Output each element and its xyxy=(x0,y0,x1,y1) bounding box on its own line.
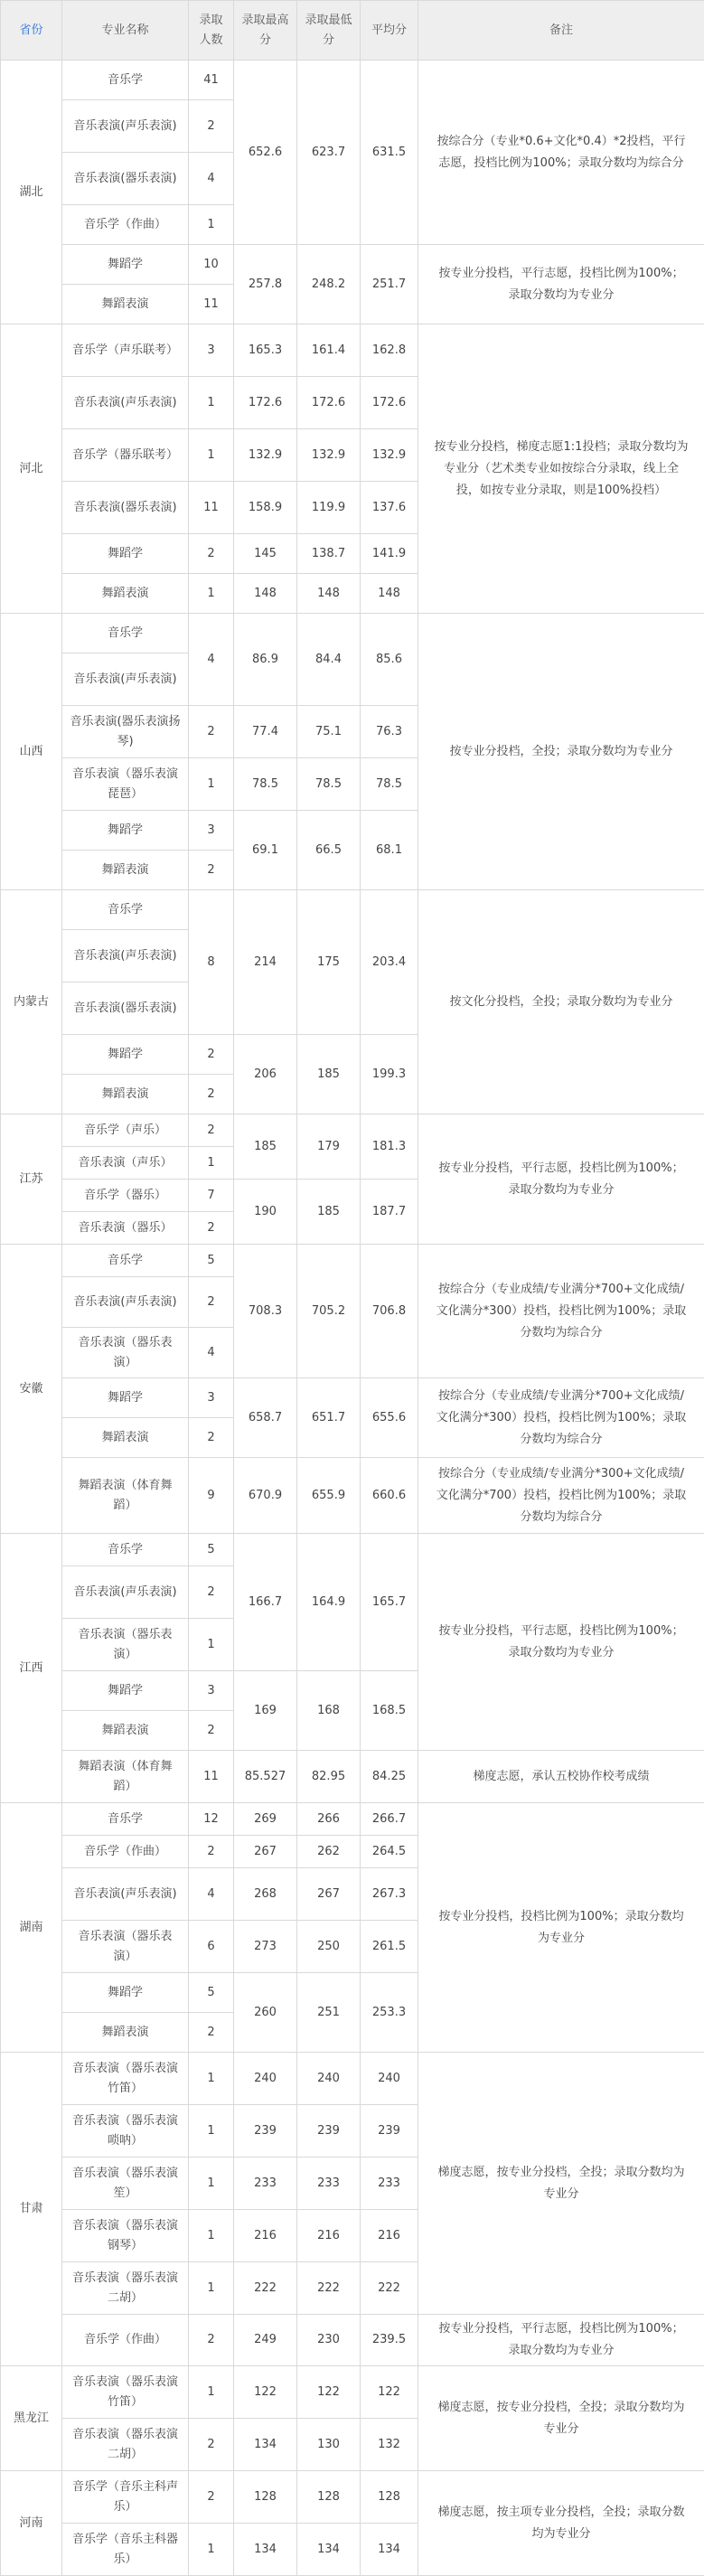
table-row xyxy=(1,2471,704,2524)
table-cell: 10 xyxy=(189,245,234,285)
table-cell: 181.3 xyxy=(361,1114,418,1180)
table-cell: 音乐表演（器乐表演笙） xyxy=(62,2158,189,2210)
province-cell: 黑龙江 xyxy=(1,2366,62,2471)
table-cell: 158.9 xyxy=(234,482,297,534)
table-cell: 165.7 xyxy=(361,1534,418,1671)
table-cell: 4 xyxy=(189,153,234,205)
table-cell: 86.9 xyxy=(234,614,297,706)
table-cell: 11 xyxy=(189,285,234,324)
table-cell: 2 xyxy=(189,1418,234,1458)
table-cell: 161.4 xyxy=(297,324,361,377)
table-cell: 1 xyxy=(189,2262,234,2315)
table-cell: 651.7 xyxy=(297,1378,361,1458)
table-cell: 75.1 xyxy=(297,706,361,758)
note-cell: 按专业分投档，平行志愿，投档比例为100%；录取分数均为专业分 xyxy=(418,245,704,324)
table-cell: 132.9 xyxy=(361,429,418,482)
table-cell: 85.6 xyxy=(361,614,418,706)
table-cell: 266 xyxy=(297,1803,361,1836)
table-cell: 164.9 xyxy=(297,1534,361,1671)
table-cell: 190 xyxy=(234,1180,297,1245)
table-cell: 706.8 xyxy=(361,1245,418,1378)
table-cell: 130 xyxy=(297,2419,361,2471)
table-cell: 128 xyxy=(361,2471,418,2524)
table-cell: 音乐表演（声乐） xyxy=(62,1147,189,1180)
table-cell: 658.7 xyxy=(234,1378,297,1458)
table-row xyxy=(1,1458,704,1534)
note-cell: 梯度志愿，承认五校协作校考成绩 xyxy=(418,1751,704,1803)
table-cell: 舞蹈学 xyxy=(62,1378,189,1418)
header-major: 专业名称 xyxy=(62,1,189,61)
table-cell: 音乐表演(器乐表演) xyxy=(62,153,189,205)
table-cell: 音乐表演（器乐表演竹笛） xyxy=(62,2366,189,2419)
table-cell: 128 xyxy=(297,2471,361,2524)
table-cell: 舞蹈表演（体育舞蹈） xyxy=(62,1751,189,1803)
table-cell: 248.2 xyxy=(297,245,361,324)
table-cell: 9 xyxy=(189,1458,234,1534)
table-cell: 4 xyxy=(189,1868,234,1921)
table-cell: 266.7 xyxy=(361,1803,418,1836)
table-row xyxy=(1,2315,704,2366)
table-cell: 175 xyxy=(297,890,361,1035)
table-cell: 音乐表演(声乐表演) xyxy=(62,1868,189,1921)
table-cell: 舞蹈表演 xyxy=(62,1075,189,1114)
table-cell: 708.3 xyxy=(234,1245,297,1378)
table-cell: 2 xyxy=(189,2315,234,2366)
table-cell: 舞蹈学 xyxy=(62,245,189,285)
table-cell: 2 xyxy=(189,1035,234,1075)
table-cell: 音乐表演（器乐表演唢呐） xyxy=(62,2105,189,2158)
table-cell: 179 xyxy=(297,1114,361,1180)
table-row xyxy=(1,2053,704,2105)
table-cell: 1 xyxy=(189,429,234,482)
province-cell: 甘肃 xyxy=(1,2053,62,2366)
table-cell: 1 xyxy=(189,2366,234,2419)
table-cell: 122 xyxy=(297,2366,361,2419)
table-cell: 222 xyxy=(234,2262,297,2315)
table-cell: 172.6 xyxy=(297,377,361,429)
table-cell: 148 xyxy=(297,574,361,614)
header-notes: 备注 xyxy=(418,1,704,61)
table-cell: 128 xyxy=(234,2471,297,2524)
table-cell: 音乐表演（器乐表演钢琴） xyxy=(62,2210,189,2262)
table-cell: 12 xyxy=(189,1803,234,1836)
table-cell: 132.9 xyxy=(297,429,361,482)
table-row xyxy=(1,614,704,653)
table-row xyxy=(1,324,704,377)
table-cell: 251 xyxy=(297,1973,361,2053)
table-row xyxy=(1,245,704,285)
note-cell: 按专业分投档，平行志愿，投档比例为100%；录取分数均为专业分 xyxy=(418,2315,704,2366)
table-cell: 84.4 xyxy=(297,614,361,706)
table-cell: 134 xyxy=(361,2524,418,2576)
note-cell: 按专业分投档，平行志愿，投档比例为100%；录取分数均为专业分 xyxy=(418,1114,704,1245)
table-cell: 音乐表演(声乐表演) xyxy=(62,1566,189,1619)
table-cell: 134 xyxy=(234,2524,297,2576)
table-cell: 音乐表演(器乐表演) xyxy=(62,482,189,534)
table-cell: 音乐学 xyxy=(62,614,189,653)
table-cell: 239 xyxy=(234,2105,297,2158)
table-cell: 216 xyxy=(361,2210,418,2262)
table-cell: 69.1 xyxy=(234,811,297,890)
table-cell: 舞蹈表演（体育舞蹈） xyxy=(62,1458,189,1534)
table-cell: 206 xyxy=(234,1035,297,1114)
table-cell: 1 xyxy=(189,574,234,614)
table-cell: 音乐学（声乐） xyxy=(62,1114,189,1147)
table-cell: 音乐表演（器乐表演） xyxy=(62,1619,189,1671)
table-cell: 音乐表演（器乐表演二胡） xyxy=(62,2262,189,2315)
province-cell: 江苏 xyxy=(1,1114,62,1245)
table-cell: 239 xyxy=(361,2105,418,2158)
note-cell: 按综合分（专业成绩/专业满分*700+文化成绩/文化满分*300）投档，投档比例为100%；录取分数均为综合分 xyxy=(418,1378,704,1458)
table-row xyxy=(1,1245,704,1277)
table-cell: 185 xyxy=(297,1035,361,1114)
table-cell: 623.7 xyxy=(297,61,361,245)
table-cell: 2 xyxy=(189,1277,234,1328)
table-cell: 239 xyxy=(297,2105,361,2158)
table-cell: 音乐表演(声乐表演) xyxy=(62,653,189,706)
note-cell: 梯度志愿，按主项专业分投档，全投；录取分数均为专业分 xyxy=(418,2471,704,2576)
table-cell: 168 xyxy=(297,1671,361,1751)
table-cell: 253.3 xyxy=(361,1973,418,2053)
table-cell: 2 xyxy=(189,1114,234,1147)
table-cell: 5 xyxy=(189,1245,234,1277)
table-cell: 655.6 xyxy=(361,1378,418,1458)
table-cell: 233 xyxy=(361,2158,418,2210)
table-cell: 216 xyxy=(297,2210,361,2262)
table-cell: 音乐表演（器乐表演） xyxy=(62,1921,189,1973)
table-cell: 2 xyxy=(189,851,234,890)
table-cell: 233 xyxy=(234,2158,297,2210)
table-cell: 音乐学 xyxy=(62,1245,189,1277)
table-cell: 214 xyxy=(234,890,297,1035)
note-cell: 按专业分投档，平行志愿，投档比例为100%；录取分数均为专业分 xyxy=(418,1534,704,1751)
table-cell: 199.3 xyxy=(361,1035,418,1114)
table-cell: 4 xyxy=(189,614,234,706)
table-cell: 音乐学（作曲） xyxy=(62,205,189,245)
table-row xyxy=(1,1803,704,1836)
table-cell: 音乐表演(声乐表演) xyxy=(62,100,189,153)
table-cell: 音乐学（声乐联考） xyxy=(62,324,189,377)
table-cell: 269 xyxy=(234,1803,297,1836)
table-cell: 舞蹈学 xyxy=(62,1973,189,2013)
table-cell: 145 xyxy=(234,534,297,574)
table-cell: 1 xyxy=(189,2158,234,2210)
table-cell: 舞蹈表演 xyxy=(62,1418,189,1458)
table-row xyxy=(1,890,704,930)
table-cell: 2 xyxy=(189,706,234,758)
table-cell: 音乐表演（器乐表演） xyxy=(62,1328,189,1378)
province-cell: 湖南 xyxy=(1,1803,62,2053)
table-cell: 261.5 xyxy=(361,1921,418,1973)
header-avg-score: 平均分 xyxy=(361,1,418,61)
note-cell: 梯度志愿，按专业分投档，全投；录取分数均为专业分 xyxy=(418,2366,704,2471)
table-cell: 3 xyxy=(189,1378,234,1418)
table-cell: 655.9 xyxy=(297,1458,361,1534)
table-cell: 1 xyxy=(189,2053,234,2105)
header-admitted-count: 录取人数 xyxy=(189,1,234,61)
table-cell: 134 xyxy=(297,2524,361,2576)
header-max-score: 录取最高分 xyxy=(234,1,297,61)
table-row xyxy=(1,2366,704,2419)
table-cell: 音乐表演(声乐表演) xyxy=(62,377,189,429)
table-cell: 148 xyxy=(234,574,297,614)
table-cell: 音乐学（器乐） xyxy=(62,1180,189,1212)
table-row xyxy=(1,1534,704,1566)
table-cell: 2 xyxy=(189,2419,234,2471)
table-row xyxy=(1,61,704,100)
table-cell: 141.9 xyxy=(361,534,418,574)
table-cell: 222 xyxy=(297,2262,361,2315)
table-cell: 1 xyxy=(189,1619,234,1671)
table-cell: 音乐表演（器乐表演琵琶） xyxy=(62,758,189,811)
table-cell: 84.25 xyxy=(361,1751,418,1803)
table-cell: 137.6 xyxy=(361,482,418,534)
table-cell: 2 xyxy=(189,1711,234,1751)
table-cell: 舞蹈表演 xyxy=(62,1711,189,1751)
table-cell: 78.5 xyxy=(234,758,297,811)
table-cell: 1 xyxy=(189,377,234,429)
table-cell: 1 xyxy=(189,2524,234,2576)
note-cell: 按综合分（专业成绩/专业满分*700+文化成绩/文化满分*300）投档，投档比例为100%；录取分数均为综合分 xyxy=(418,1245,704,1378)
table-cell: 78.5 xyxy=(297,758,361,811)
table-cell: 257.8 xyxy=(234,245,297,324)
table-cell: 1 xyxy=(189,1147,234,1180)
table-cell: 舞蹈表演 xyxy=(62,2013,189,2053)
header-min-score: 录取最低分 xyxy=(297,1,361,61)
table-cell: 音乐学（作曲） xyxy=(62,1836,189,1868)
table-cell: 7 xyxy=(189,1180,234,1212)
table-cell: 41 xyxy=(189,61,234,100)
table-cell: 268 xyxy=(234,1868,297,1921)
table-cell: 705.2 xyxy=(297,1245,361,1378)
header-row xyxy=(1,1,704,61)
table-cell: 267.3 xyxy=(361,1868,418,1921)
note-cell: 按文化分投档，全投；录取分数均为专业分 xyxy=(418,890,704,1114)
table-cell: 舞蹈学 xyxy=(62,811,189,851)
table-cell: 185 xyxy=(297,1180,361,1245)
table-cell: 122 xyxy=(361,2366,418,2419)
table-cell: 音乐表演（器乐表演竹笛） xyxy=(62,2053,189,2105)
province-cell: 河南 xyxy=(1,2471,62,2576)
province-cell: 山西 xyxy=(1,614,62,890)
table-cell: 4 xyxy=(189,1328,234,1378)
table-cell: 2 xyxy=(189,2471,234,2524)
table-cell: 音乐学 xyxy=(62,1803,189,1836)
table-cell: 239.5 xyxy=(361,2315,418,2366)
table-cell: 249 xyxy=(234,2315,297,2366)
table-cell: 260 xyxy=(234,1973,297,2053)
table-cell: 音乐表演(器乐表演) xyxy=(62,982,189,1035)
table-cell: 185 xyxy=(234,1114,297,1180)
province-cell: 内蒙古 xyxy=(1,890,62,1114)
note-cell: 按综合分（专业成绩/专业满分*300+文化成绩/文化满分*700）投档，投档比例为100%；录取分数均为综合分 xyxy=(418,1458,704,1534)
table-cell: 166.7 xyxy=(234,1534,297,1671)
table-cell: 216 xyxy=(234,2210,297,2262)
province-cell: 江西 xyxy=(1,1534,62,1803)
table-cell: 音乐表演(器乐表演扬琴) xyxy=(62,706,189,758)
table-row xyxy=(1,1114,704,1147)
table-cell: 2 xyxy=(189,100,234,153)
table-cell: 134 xyxy=(234,2419,297,2471)
table-cell: 6 xyxy=(189,1921,234,1973)
table-row xyxy=(1,1378,704,1418)
table-cell: 76.3 xyxy=(361,706,418,758)
table-cell: 240 xyxy=(361,2053,418,2105)
table-cell: 2 xyxy=(189,1212,234,1245)
note-cell: 按专业分投档，梯度志愿1:1投档；录取分数均为专业分（艺术类专业如按综合分录取，线上全投，如按专业分录取，则是100%投档） xyxy=(418,324,704,614)
table-cell: 267 xyxy=(297,1868,361,1921)
table-cell: 138.7 xyxy=(297,534,361,574)
table-cell: 舞蹈表演 xyxy=(62,574,189,614)
table-row xyxy=(1,1751,704,1803)
table-cell: 233 xyxy=(297,2158,361,2210)
table-cell: 203.4 xyxy=(361,890,418,1035)
table-cell: 132.9 xyxy=(234,429,297,482)
table-cell: 66.5 xyxy=(297,811,361,890)
table-cell: 2 xyxy=(189,1566,234,1619)
note-cell: 梯度志愿，按专业分投档，全投；录取分数均为专业分 xyxy=(418,2053,704,2315)
table-cell: 音乐学（作曲） xyxy=(62,2315,189,2366)
table-cell: 660.6 xyxy=(361,1458,418,1534)
table-cell: 132 xyxy=(361,2419,418,2471)
table-cell: 264.5 xyxy=(361,1836,418,1868)
note-cell: 按综合分（专业*0.6+文化*0.4）*2投档，平行志愿，投档比例为100%；录取分数均为综合分 xyxy=(418,61,704,245)
table-cell: 250 xyxy=(297,1921,361,1973)
note-cell: 按专业分投档，投档比例为100%；录取分数均为专业分 xyxy=(418,1803,704,2053)
table-cell: 165.3 xyxy=(234,324,297,377)
province-cell: 河北 xyxy=(1,324,62,614)
table-cell: 音乐学 xyxy=(62,61,189,100)
table-cell: 11 xyxy=(189,482,234,534)
table-cell: 222 xyxy=(361,2262,418,2315)
table-cell: 251.7 xyxy=(361,245,418,324)
table-cell: 230 xyxy=(297,2315,361,2366)
table-cell: 262 xyxy=(297,1836,361,1868)
table-cell: 1 xyxy=(189,758,234,811)
table-cell: 舞蹈学 xyxy=(62,1671,189,1711)
table-cell: 172.6 xyxy=(234,377,297,429)
table-cell: 8 xyxy=(189,890,234,1035)
table-body xyxy=(1,61,704,2576)
table-header xyxy=(1,1,704,61)
table-cell: 2 xyxy=(189,1075,234,1114)
table-cell: 舞蹈学 xyxy=(62,534,189,574)
table-cell: 240 xyxy=(234,2053,297,2105)
table-cell: 670.9 xyxy=(234,1458,297,1534)
table-cell: 1 xyxy=(189,2210,234,2262)
table-cell: 音乐学（音乐主科器乐） xyxy=(62,2524,189,2576)
table-cell: 169 xyxy=(234,1671,297,1751)
table-cell: 162.8 xyxy=(361,324,418,377)
table-cell: 1 xyxy=(189,2105,234,2158)
table-cell: 音乐学 xyxy=(62,1534,189,1566)
table-cell: 3 xyxy=(189,1671,234,1711)
table-cell: 78.5 xyxy=(361,758,418,811)
table-cell: 11 xyxy=(189,1751,234,1803)
note-cell: 按专业分投档，全投；录取分数均为专业分 xyxy=(418,614,704,890)
table-cell: 音乐表演（器乐） xyxy=(62,1212,189,1245)
table-cell: 631.5 xyxy=(361,61,418,245)
table-cell: 音乐学（器乐联考） xyxy=(62,429,189,482)
table-cell: 2 xyxy=(189,534,234,574)
table-cell: 168.5 xyxy=(361,1671,418,1751)
table-cell: 119.9 xyxy=(297,482,361,534)
table-cell: 85.527 xyxy=(234,1751,297,1803)
table-cell: 2 xyxy=(189,2013,234,2053)
table-cell: 舞蹈表演 xyxy=(62,285,189,324)
table-cell: 5 xyxy=(189,1534,234,1566)
table-cell: 5 xyxy=(189,1973,234,2013)
table-cell: 82.95 xyxy=(297,1751,361,1803)
table-cell: 122 xyxy=(234,2366,297,2419)
table-cell: 68.1 xyxy=(361,811,418,890)
table-cell: 148 xyxy=(361,574,418,614)
table-cell: 187.7 xyxy=(361,1180,418,1245)
table-cell: 652.6 xyxy=(234,61,297,245)
table-cell: 77.4 xyxy=(234,706,297,758)
table-cell: 音乐表演(声乐表演) xyxy=(62,1277,189,1328)
table-cell: 2 xyxy=(189,1836,234,1868)
table-cell: 舞蹈表演 xyxy=(62,851,189,890)
table-cell: 273 xyxy=(234,1921,297,1973)
table-cell: 3 xyxy=(189,324,234,377)
table-cell: 舞蹈学 xyxy=(62,1035,189,1075)
province-cell: 湖北 xyxy=(1,61,62,324)
table-cell: 267 xyxy=(234,1836,297,1868)
table-cell: 3 xyxy=(189,811,234,851)
table-cell: 音乐表演（器乐表演二胡） xyxy=(62,2419,189,2471)
province-cell: 安徽 xyxy=(1,1245,62,1534)
table-cell: 1 xyxy=(189,205,234,245)
table-cell: 音乐表演(声乐表演) xyxy=(62,930,189,982)
table-cell: 音乐学（音乐主科声乐） xyxy=(62,2471,189,2524)
table-cell: 240 xyxy=(297,2053,361,2105)
header-province: 省份 xyxy=(1,1,62,61)
table-cell: 音乐学 xyxy=(62,890,189,930)
table-cell: 172.6 xyxy=(361,377,418,429)
